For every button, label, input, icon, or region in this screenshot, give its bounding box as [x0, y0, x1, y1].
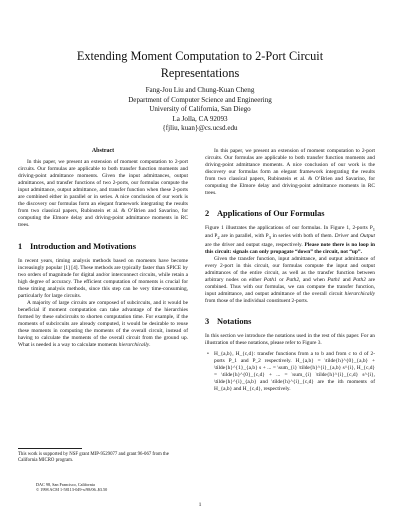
paper-title	[40, 48, 360, 82]
section-1-para-2	[18, 300, 188, 349]
author-email: {fjliu, kuan}@cs.ucsd.edu	[162, 124, 238, 133]
s2p1-a: Figure 1 illustrates the applications of our formulas. In Figure 1, 2-ports P	[205, 225, 373, 232]
abstract-heading: Abstract	[91, 148, 115, 154]
s2p1-e: are the driver and output stage, respectively.	[205, 241, 305, 248]
copyright-block	[36, 482, 176, 493]
s2p1-b: and P	[205, 233, 218, 240]
hier-term: hierarchically	[344, 290, 375, 297]
driver-term: Driver	[334, 233, 349, 240]
notation-list	[205, 351, 375, 393]
path1-term: Path1	[263, 276, 277, 283]
s2p2-c: and	[340, 276, 354, 283]
title-line-1: Extending Moment Computation to 2-Port Circuit	[76, 49, 324, 63]
section-1-number: 1	[18, 241, 23, 251]
sub-p3: 3	[268, 235, 271, 241]
path1-term-2: Path1	[327, 276, 341, 283]
section-2-heading	[205, 209, 375, 219]
copyright-line-1: DAC 98, San Francisco, California	[36, 482, 95, 487]
section-1-heading	[18, 242, 188, 252]
s2p1-and: and	[348, 233, 361, 240]
footnote: This work is supported by NSF grant MIP-9529077 and grant 96-067 from the California MICRO program.	[18, 452, 169, 463]
section-2-number: 2	[205, 209, 210, 219]
footnote-rule	[18, 448, 82, 449]
right-intro	[205, 148, 375, 197]
output-term: Output	[360, 233, 375, 240]
right-intro-rest: computation to 2-port circuits. Our formulas are applicable to both transfer function moments and driving-point admittance moments. A nice conclusion of our work is the discovery our formulas form an elegant framework integrating the results from two classical papers, Rubinstein et al. & O’Brien and Savarino, for computing the Elmore delay and driving-point admittance moments in RC trees.	[205, 148, 375, 197]
author-block	[60, 86, 340, 134]
title-line-2: Representations	[160, 66, 240, 80]
page-number: 1	[198, 502, 202, 508]
s2p2-b: , and when	[299, 276, 328, 283]
section-3-para: In this section we introduce the notations used in the rest of this paper. For an illustration of these notations, please refer to Figure 3.	[205, 333, 375, 347]
s2p1-c: are in parallel, with P	[219, 233, 269, 240]
section-2-title: Applications of Our Formulas	[217, 209, 325, 219]
section-3-heading	[205, 317, 375, 327]
right-column	[205, 148, 375, 393]
notation-item: • H_{a,b}, H_{c,d}: transfer functions from a to b and from c to d of 2-ports P_1 and P_2 respectively. H_{a,b} = \tilde{h}^{0}_{a,b} + \tilde{h}^{1}_{a,b} s + ... = \sum_{i} \tilde{h}^{i}_{a,b} s^{i}, H_{c,d} = \tilde{h}^{0}_{c,d} + ... = \sum_{i} \tilde{h}^{i}_{c,d} s^{i}, \tilde{h}^{i}_{a,b} and \tilde{h}^{i}_{c,d} are the ith moments of H_{a,b} and H_{c,d}, respectively.	[214, 351, 375, 393]
s2p2-e: from those of the individual constituent 2-ports.	[205, 297, 309, 304]
s2p2-a: Given the transfer function, input admittance, and output admittance of every 2-port in this circuit, our formulas compute the input and output admittances of the entire circuit, as well as the transfer function between arbitrary nodes on either	[205, 255, 375, 283]
sub-p1: 1	[372, 227, 375, 233]
author-department: Department of Computer Science and Engineering	[128, 95, 272, 104]
section-2-para-1	[205, 225, 375, 255]
path2-term-2: Path2	[353, 276, 366, 283]
s2p2-or: or	[276, 276, 287, 283]
para-2-end: .	[149, 342, 151, 349]
left-column	[18, 148, 188, 349]
para-2-emphasis: hierarchically	[118, 342, 150, 349]
s2p1-d: in series with both of them.	[270, 233, 335, 240]
author-names: Fang-Jou Liu and Chung-Kuan Cheng	[145, 86, 255, 94]
s2p1-bold-note: Please note there is no loop in this circuit: signals can only propagate “down” the circuit, not “up”.	[205, 241, 375, 255]
para-2-text: A majority of large circuits are composed of subcircuits, and it would be beneficial if moment computation can take advantage of the hierarchies formed by these subcircuits to shorten computation time. For example, if the moments of subcircuits are already computed, it would be desirable to reuse these moments in computing the moments of the overall circuit, instead of having to calculate the moments of the overall circuit from the ground up. What is needed is a way to calculate moments	[18, 299, 188, 349]
author-city: La Jolla, CA 92093	[172, 114, 228, 123]
path2-term: Path2	[286, 276, 300, 283]
right-intro-lead: In this paper, we present an extension of moment	[214, 148, 325, 154]
sub-p2: 2	[217, 235, 220, 241]
section-3-title: Notations	[217, 317, 252, 326]
section-1-para-1: In recent years, timing analysis methods based on moments have become increasingly popular [1] [4]. These methods are typically faster than SPICE by two orders of magnitude for digital and/or interconnect circuits, while retain a high degree of accuracy. The efficient computation of moments is crucial for these timing analysis methods, since this step can be very time-consuming, particularly for large circuits.	[18, 257, 188, 299]
section-1-title: Introduction and Motivations	[30, 241, 136, 251]
copyright-line-2: © 1998 ACM 1-58113-049-x/98/06..$3.50	[36, 487, 108, 493]
s2p2-d: are combined. Thus with our formulas, we can compute the transfer function, input admittance, and output admittance of the overall circuit	[205, 276, 375, 297]
abstract-text: In this paper, we present an extension of moment computation to 2-port circuits. Our formulas are applicable to both transfer function moments and driving-point admittance moments. Given the input admittances, output admittances, and transfer functions of two 2-ports, our formulas compute the input admittance, output admittance, and transfer function when these 2-ports are combined either in parallel or in series. A nice conclusion of our work is the discovery our formulas form an elegant framework integrating the results from two classical papers, Rubinstein et al. & O’Brien and Savarino, for computing the Elmore delay and driving-point admittance moments in RC trees.	[18, 159, 188, 229]
section-3-number: 3	[205, 317, 210, 326]
section-2-para-2	[205, 256, 375, 305]
author-university: University of California, San Diego	[149, 105, 251, 114]
